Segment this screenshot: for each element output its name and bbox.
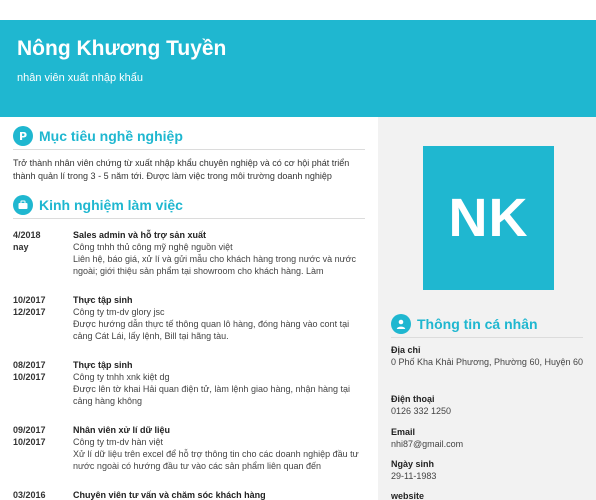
experience-title: Kinh nghiệm làm việc: [39, 197, 183, 213]
job-description: Xử lí dữ liệu trên excel để hỗ trợ thông tin cho các doanh nghiệp đầu tư nước ngoài có hướng đầu tư vào các sản phẩm liên quan đến: [73, 449, 359, 471]
experience-divider: [13, 218, 365, 219]
date-from: 08/2017: [13, 360, 46, 370]
experience-entry: [13, 489, 365, 500]
info-label: Địa chỉ: [391, 345, 421, 355]
avatar: NK: [423, 146, 554, 290]
date-from: 09/2017: [13, 425, 46, 435]
sidebar: [378, 117, 596, 500]
experience-dates: [13, 229, 63, 253]
experience-body: [73, 359, 365, 407]
job-title: Chuyên viên tư vấn và chăm sóc khách hàng: [73, 490, 266, 500]
pinterest-icon: [13, 126, 33, 146]
info-value: nhi87@gmail.com: [391, 439, 464, 449]
personal-heading: [391, 314, 538, 334]
job-title: Nhân viên xử lí dữ liệu: [73, 425, 171, 435]
company-name: Công ty tm-dv hàn việt: [73, 437, 164, 447]
job-description: Được lên tờ khai Hải quan điện tử, làm lệnh giao hàng, nhận hàng tại cảng hàng không: [73, 384, 351, 406]
briefcase-icon: [13, 195, 33, 215]
date-to: 10/2017: [13, 437, 46, 447]
date-from: 10/2017: [13, 295, 46, 305]
date-to: nay: [13, 242, 29, 252]
experience-entry: [13, 294, 365, 349]
svg-text:P: P: [18, 130, 28, 142]
info-value: 0126 332 1250: [391, 406, 452, 416]
info-website: [391, 490, 591, 500]
info-phone: [391, 393, 591, 417]
experience-entry: [13, 424, 365, 479]
personal-title: Thông tin cá nhân: [417, 316, 538, 332]
info-birthdate: [391, 458, 591, 482]
experience-entry: [13, 229, 365, 289]
info-email: [391, 426, 591, 450]
experience-body: [73, 229, 365, 277]
experience-entry: [13, 359, 365, 414]
info-value: 0 Phố Kha Khải Phương, Phường 60, Huyện 60: [391, 357, 583, 367]
user-icon: [391, 314, 411, 334]
company-name: Công ty tm-dv glory jsc: [73, 307, 165, 317]
date-from: 4/2018: [13, 230, 41, 240]
person-name: Nông Khương Tuyền: [17, 37, 227, 60]
info-label: website: [391, 491, 425, 500]
objective-heading: [13, 126, 183, 146]
experience-dates: [13, 489, 63, 500]
date-to: 12/2017: [13, 307, 46, 317]
info-address: [391, 344, 591, 368]
personal-divider: [391, 337, 583, 338]
job-description: Liên hệ, báo giá, xử lí và gửi mẫu cho khách hàng trong nước và nước ngoài; giới thiệu sản phẩm tại showroom cho khách hàng. Làm: [73, 254, 357, 276]
job-title: Thực tập sinh: [73, 295, 133, 305]
person-role: nhân viên xuất nhập khẩu: [17, 72, 143, 84]
company-name: Công tnhh thủ công mỹ nghệ nguồn việt: [73, 242, 233, 252]
experience-body: [73, 424, 365, 472]
company-name: Công ty tnhh xnk kiệt dg: [73, 372, 170, 382]
objective-text: Trở thành nhân viên chứng từ xuất nhập khẩu chuyên nghiệp và có cơ hội phát triển thành quản lí trong 3 - 5 năm tới. Được làm việc trong môi trường doanh nghiệp: [13, 158, 350, 181]
info-label: Email: [391, 427, 416, 437]
experience-heading: [13, 195, 183, 215]
objective-divider: [13, 149, 365, 150]
objective-title: Mục tiêu nghề nghiệp: [39, 128, 183, 144]
info-label: Điện thoại: [391, 394, 435, 404]
experience-dates: [13, 424, 63, 448]
experience-dates: [13, 294, 63, 318]
experience-body: [73, 294, 365, 342]
experience-dates: [13, 359, 63, 383]
cv-header: [0, 20, 596, 117]
job-title: Thực tập sinh: [73, 360, 133, 370]
job-description: Được hướng dẫn thực tế thông quan lô hàng, đóng hàng vào cont tại cảng Cát Lái, lấy lệnh, Bill tại hãng tàu.: [73, 319, 350, 341]
info-label: Ngày sinh: [391, 459, 435, 469]
job-title: Sales admin và hỗ trợ sản xuất: [73, 230, 206, 240]
info-value: 29-11-1983: [391, 471, 437, 481]
date-from: 03/2016: [13, 490, 46, 500]
date-to: 10/2017: [13, 372, 46, 382]
experience-body: [73, 489, 365, 500]
